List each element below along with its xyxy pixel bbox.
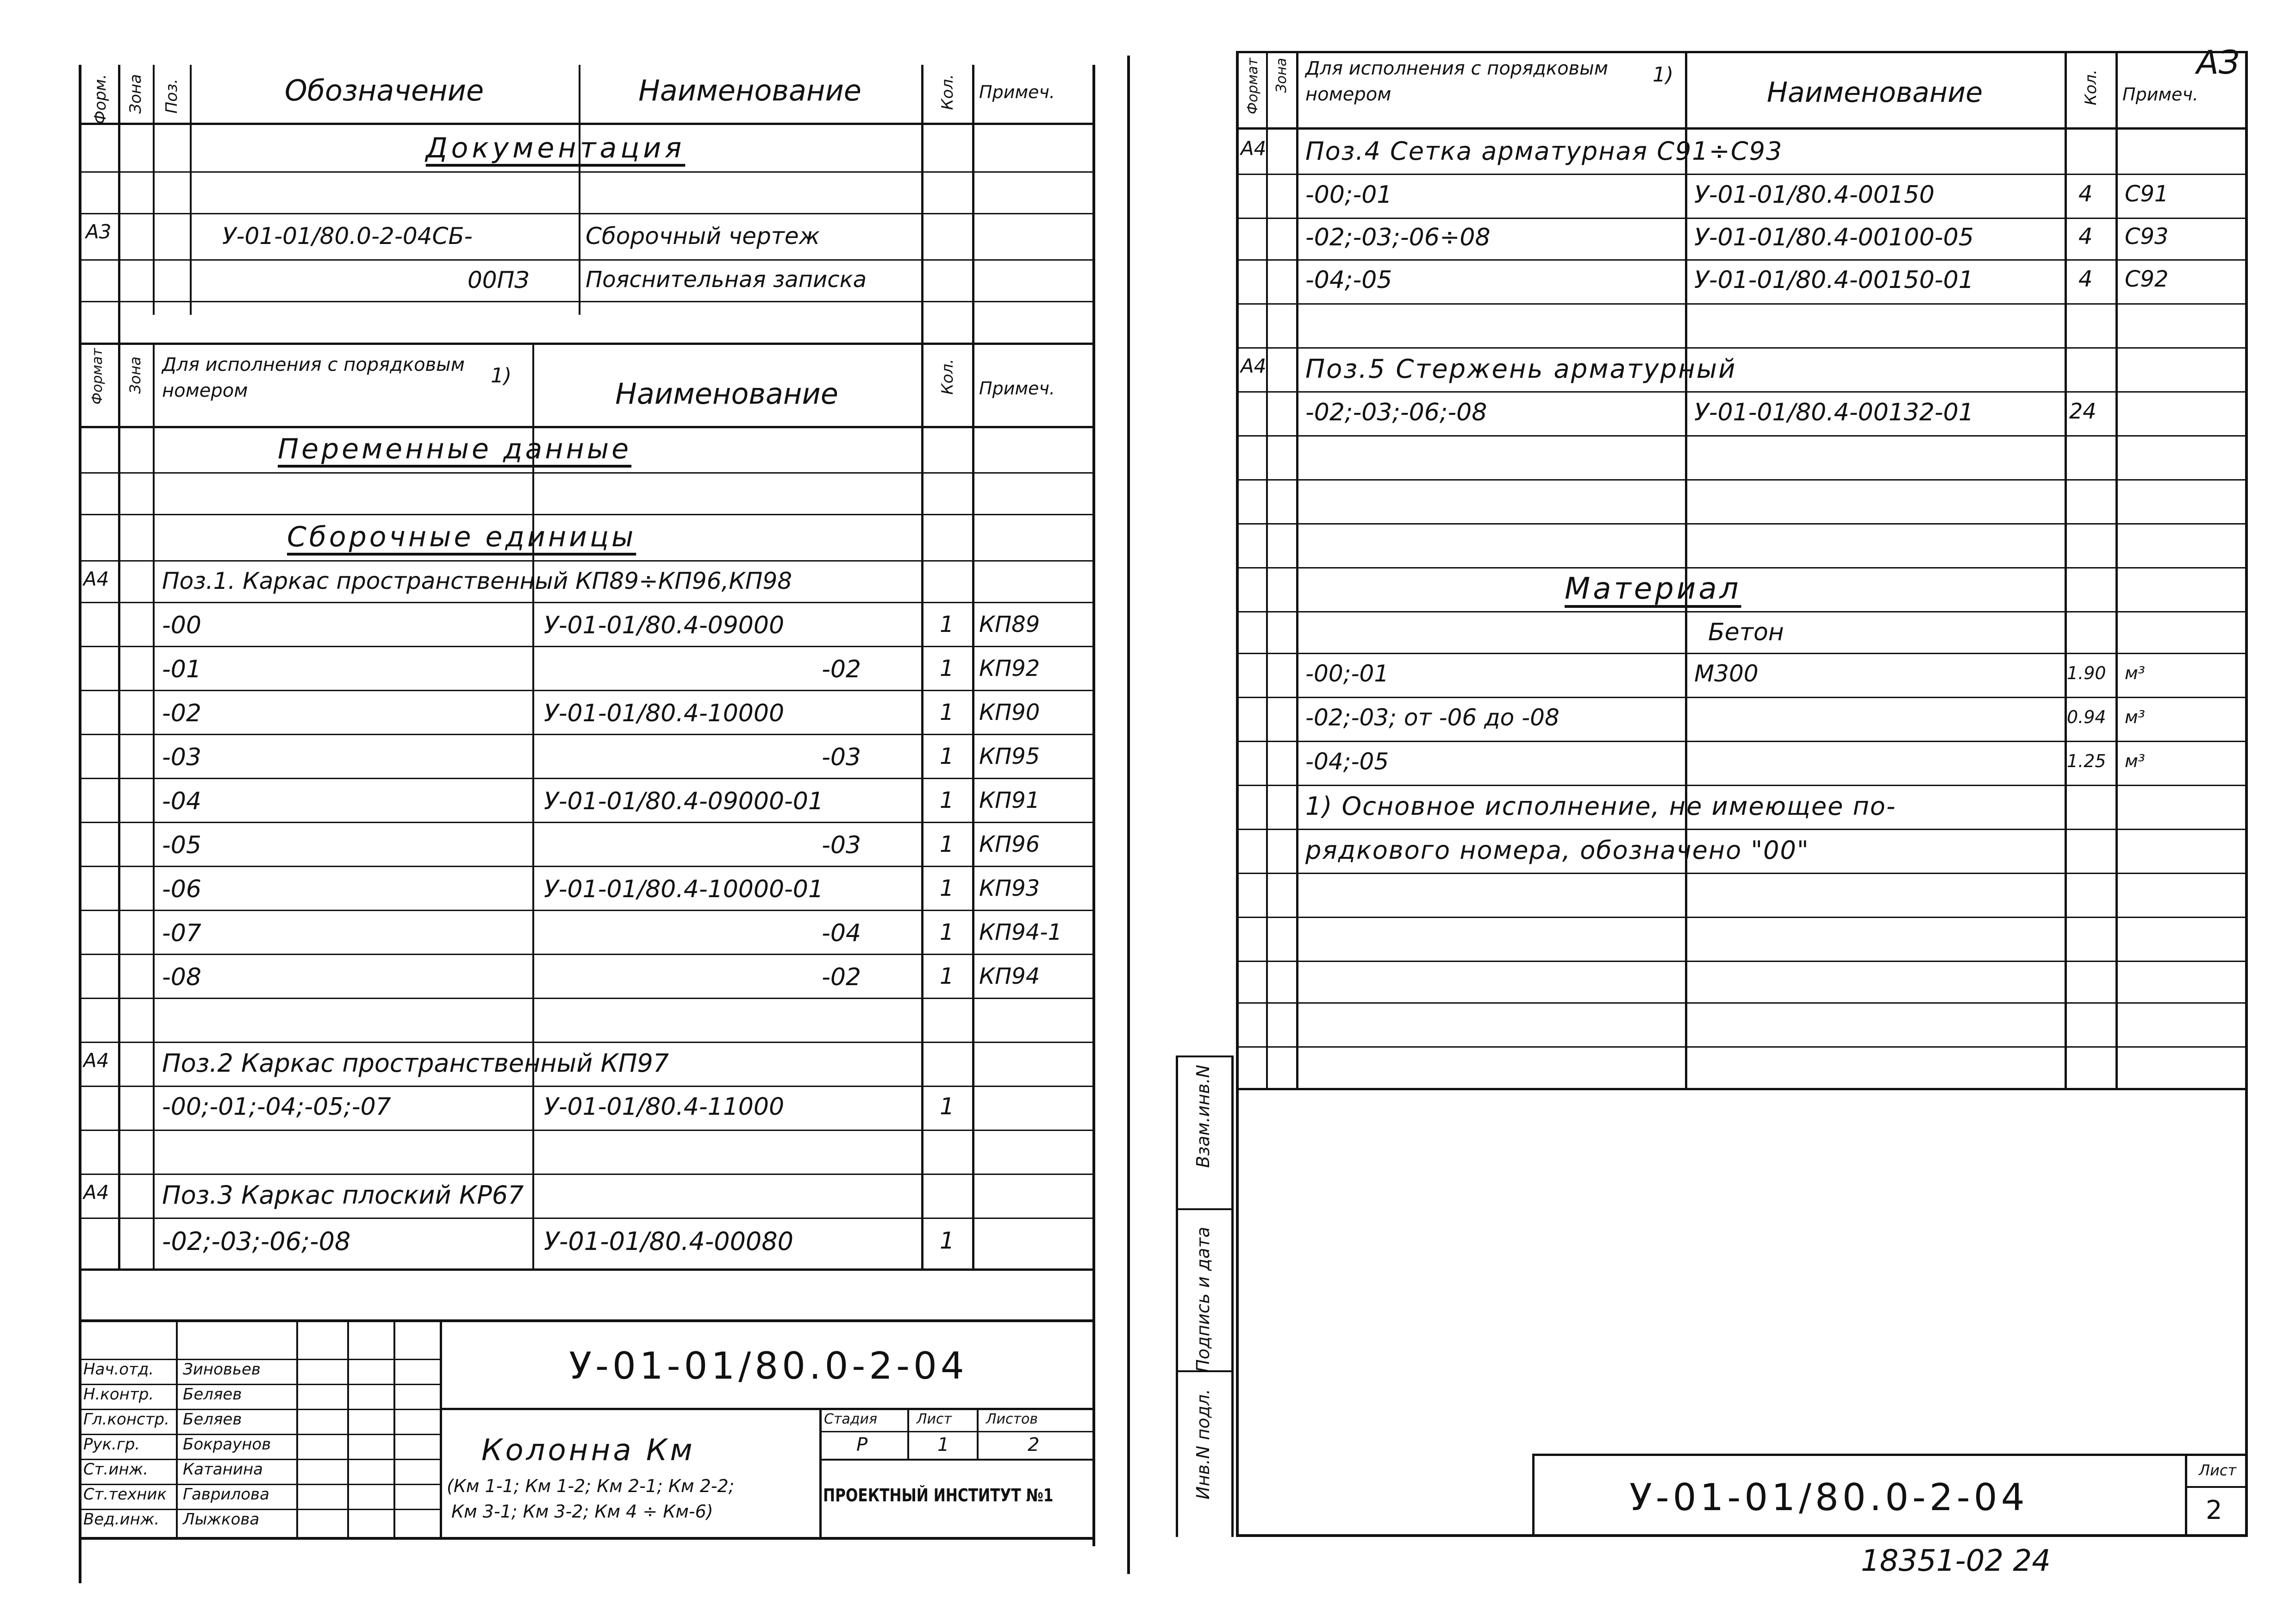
- pos3-qty: 1: [940, 1227, 955, 1254]
- side-label-inv: Инв.N подл.: [1193, 1389, 1213, 1499]
- row-exec: -05: [162, 831, 201, 859]
- row-exec: -03: [162, 743, 201, 771]
- right-border-left: [1236, 51, 1239, 1537]
- row-line: [79, 910, 1095, 911]
- row-qty: 1: [940, 612, 954, 637]
- row-line: [79, 123, 1095, 125]
- col-line: [2115, 51, 2118, 1088]
- doc-designation-pz: 00ПЗ: [468, 267, 530, 294]
- row-line: [79, 998, 1095, 999]
- row-line: [1236, 303, 2248, 305]
- row-exec: -02;-03;-06÷08: [1305, 224, 1491, 251]
- row-line: [1236, 479, 2248, 481]
- row-designation: У-01-01/80.4-09000-01: [544, 787, 824, 815]
- pos5-format: А4: [1241, 355, 1267, 377]
- row-line: [79, 472, 1095, 474]
- row-note: КП96: [979, 831, 1040, 857]
- doc-designation: У-01-01/80.0-2-04СБ-: [222, 223, 473, 250]
- r-hdr-name: Наименование: [1766, 76, 1983, 109]
- tb-line: [347, 1322, 349, 1540]
- row-line: [79, 778, 1095, 779]
- row-exec: -01: [162, 656, 201, 683]
- right-sheet-no: 2: [2206, 1495, 2222, 1525]
- right-side-strip-top: [1176, 1056, 1234, 1057]
- tb-code: У-01-01/80.0-2-04: [569, 1344, 968, 1387]
- tb-role: Н.контр.: [83, 1385, 154, 1404]
- tb-org: ПРОЕКТНЫЙ ИНСТИТУТ №1: [823, 1485, 1054, 1505]
- concrete-label: Бетон: [1708, 618, 1784, 646]
- row-line: [1236, 917, 2248, 918]
- col-line: [153, 65, 155, 315]
- doc-name-note: Пояснительная записка: [586, 267, 867, 293]
- pos5-designation: У-01-01/80.4-00132-01: [1694, 399, 1974, 426]
- row-exec: -00: [162, 612, 201, 639]
- col-line: [118, 65, 120, 1268]
- tb-name: Гаврилова: [183, 1485, 269, 1504]
- row-note: КП92: [979, 656, 1040, 681]
- bottom-number: 18351-02 24: [1861, 1544, 2051, 1578]
- tb-line: [907, 1408, 909, 1459]
- row-note: КП94-1: [979, 919, 1062, 945]
- row-line: [79, 822, 1095, 823]
- r-hdr-for-exec: Для исполнения с порядковым номером: [1305, 58, 1608, 105]
- hdr-note: Примеч.: [979, 82, 1055, 102]
- doc-name-assembly: Сборочный чертеж: [586, 223, 820, 250]
- row-exec: -04: [162, 787, 201, 815]
- tb-role: Ст.техник: [83, 1485, 167, 1504]
- row-designation: У-01-01/80.4-10000: [544, 700, 785, 727]
- pos2-title: Поз.2 Каркас пространственный КП97: [162, 1049, 669, 1078]
- tb-name: Бокраунов: [183, 1435, 271, 1454]
- right-sheet: [1148, 0, 2296, 1624]
- hdr-designation: Обозначение: [284, 74, 484, 107]
- right-title-box-top: [1532, 1454, 2248, 1456]
- r-hdr-note: Примеч.: [2122, 84, 2198, 105]
- row-line: [79, 213, 1095, 214]
- row-line: [79, 343, 1095, 345]
- row-qty: 1: [940, 875, 954, 901]
- pos3-designation: У-01-01/80.4-00080: [544, 1227, 793, 1256]
- row-designation: -02: [822, 963, 861, 991]
- r-hdr-corner: АЗ: [2196, 44, 2240, 81]
- row-line: [1236, 741, 2248, 742]
- row-line: [1236, 218, 2248, 219]
- tb-role: Рук.гр.: [83, 1435, 140, 1454]
- hdr-name: Наименование: [638, 74, 861, 107]
- pos5-qty: 24: [2069, 399, 2096, 424]
- row-qty: 1: [940, 656, 954, 681]
- pos2-designation: У-01-01/80.4-11000: [544, 1093, 785, 1121]
- right-side-strip-div1: [1176, 1208, 1234, 1210]
- row-note: КП93: [979, 875, 1040, 901]
- row-line: [1236, 51, 2248, 53]
- footnote-line1: 1) Основное исполнение, не имеющее по-: [1305, 792, 1897, 821]
- row-designation: -04: [822, 919, 861, 947]
- tb-product: Колонна Км: [481, 1433, 695, 1468]
- row-line: [1236, 611, 2248, 612]
- row-note: КП89: [979, 612, 1040, 637]
- row-qty: 1: [940, 700, 954, 725]
- materials-heading: Материал: [1565, 572, 1741, 606]
- pos3-title: Поз.3 Каркас плоский КР67: [162, 1181, 524, 1210]
- right-title-box-left: [1532, 1454, 1535, 1537]
- row-line: [79, 866, 1095, 867]
- row-line: [79, 602, 1095, 603]
- row-designation: -03: [822, 743, 861, 771]
- pos4-title: Поз.4 Сетка арматурная С91÷С93: [1305, 137, 1783, 166]
- row-designation: У-01-01/80.4-00150-01: [1694, 266, 1974, 294]
- row-line: [79, 734, 1095, 735]
- tb-line: [977, 1408, 979, 1459]
- row-qty: 4: [2078, 181, 2093, 207]
- row-line: [1236, 697, 2248, 698]
- tb-line: [79, 1322, 81, 1540]
- right-title-code: У-01-01/80.0-2-04: [1629, 1476, 2028, 1519]
- material-qty: 1.25: [2067, 751, 2106, 771]
- material-exec: -02;-03; от -06 до -08: [1305, 704, 1560, 731]
- row-note: КП91: [979, 787, 1040, 813]
- material-unit: м³: [2125, 751, 2145, 771]
- row-line: [79, 514, 1095, 515]
- col-line: [1266, 51, 1268, 1088]
- row-qty: 1: [940, 831, 954, 857]
- row-qty: 1: [940, 963, 954, 989]
- pos3-exec: -02;-03;-06;-08: [162, 1227, 351, 1256]
- row-note: С92: [2125, 266, 2169, 292]
- row-exec: -06: [162, 875, 201, 903]
- hdr2-note: Примеч.: [979, 378, 1055, 399]
- tb-name: Зиновьев: [183, 1360, 261, 1379]
- row-note: С91: [2125, 181, 2169, 207]
- hdr-pos: Поз.: [162, 79, 181, 114]
- row-line: [79, 1218, 1095, 1219]
- doc-format: А3: [86, 220, 112, 243]
- col-line: [579, 65, 580, 315]
- row-line: [79, 954, 1095, 955]
- pos1-format: А4: [83, 568, 109, 590]
- tb-role: Ст.инж.: [83, 1460, 149, 1479]
- row-designation: -02: [822, 656, 861, 683]
- col-line: [921, 65, 923, 1268]
- material-unit: м³: [2125, 707, 2145, 727]
- tb-sheet: 1: [937, 1434, 949, 1455]
- col-line: [2065, 51, 2067, 1088]
- col-line: [1296, 51, 1298, 1088]
- row-line: [1236, 391, 2248, 393]
- pos5-exec: -02;-03;-06;-08: [1305, 399, 1487, 426]
- tb-name: Катанина: [183, 1460, 263, 1479]
- row-qty: 1: [940, 919, 954, 945]
- tb-line: [393, 1322, 395, 1540]
- row-exec: -08: [162, 963, 201, 991]
- row-line: [79, 1042, 1095, 1043]
- right-sheet-box-mid: [2185, 1486, 2248, 1488]
- row-exec: -00;-01: [1305, 181, 1392, 209]
- row-qty: 1: [940, 743, 954, 769]
- row-exec: -04;-05: [1305, 266, 1392, 294]
- row-line: [1236, 961, 2248, 962]
- material-qty: 1.90: [2067, 663, 2106, 683]
- pos2-exec: -00;-01;-04;-05;-07: [162, 1093, 391, 1121]
- page-divider: [1127, 56, 1130, 1574]
- row-note: КП95: [979, 743, 1040, 769]
- row-line: [79, 646, 1095, 647]
- tb-name: Беляев: [183, 1410, 242, 1429]
- right-side-strip: [1176, 1056, 1178, 1537]
- row-line: [79, 1268, 1095, 1271]
- tb-line: [819, 1459, 1095, 1461]
- tb-line: [440, 1408, 1095, 1410]
- row-line: [1236, 785, 2248, 786]
- tb-sheets-label: Листов: [986, 1411, 1038, 1427]
- material-name: М300: [1694, 660, 1759, 687]
- row-qty: 1: [940, 787, 954, 813]
- row-line: [1236, 523, 2248, 525]
- footnote-line2: рядкового номера, обозначено "00": [1305, 836, 1809, 865]
- side-label-sign: Подпись и дата: [1193, 1227, 1213, 1373]
- material-unit: м³: [2125, 663, 2145, 683]
- col-line: [1685, 51, 1687, 1088]
- row-line: [79, 1174, 1095, 1175]
- tb-sheets: 2: [1028, 1434, 1040, 1455]
- r-hdr-qty: Кол.: [2082, 69, 2100, 106]
- tb-line: [176, 1322, 178, 1540]
- row-line: [1236, 127, 2248, 130]
- hdr-qty: Кол.: [938, 74, 957, 110]
- row-line: [1236, 174, 2248, 175]
- row-line: [79, 690, 1095, 691]
- material-qty: 0.94: [2067, 707, 2106, 727]
- material-exec: -04;-05: [1305, 748, 1389, 775]
- row-note: С93: [2125, 224, 2169, 250]
- tb-sheet-label: Лист: [917, 1411, 952, 1427]
- r-hdr-zone: Зона: [1273, 58, 1290, 93]
- row-line: [79, 560, 1095, 562]
- row-designation: У-01-01/80.4-10000-01: [544, 875, 824, 903]
- pos4-format: А4: [1241, 137, 1267, 160]
- row-line: [1236, 1088, 2248, 1090]
- row-exec: -02: [162, 700, 201, 727]
- row-line: [1236, 653, 2248, 654]
- hdr2-format: Формат: [89, 348, 106, 405]
- row-line: [1236, 567, 2248, 568]
- hdr-format: Форм.: [91, 74, 110, 125]
- right-border-bottom: [1236, 1534, 2248, 1537]
- right-border-right: [2245, 51, 2248, 1537]
- row-designation: У-01-01/80.4-00100-05: [1694, 224, 1974, 251]
- side-label-replace: Взам.инв.N: [1193, 1065, 1213, 1168]
- pos2-qty: 1: [940, 1093, 955, 1120]
- tb-role: Гл.констр.: [83, 1410, 169, 1429]
- pos3-format: А4: [83, 1181, 109, 1204]
- row-designation: У-01-01/80.4-00150: [1694, 181, 1935, 209]
- tb-name: Лыжкова: [183, 1510, 260, 1529]
- col-line: [190, 65, 192, 315]
- r-hdr-footnote-mark: 1): [1653, 63, 1674, 87]
- row-line: [79, 1086, 1095, 1087]
- hdr-zone: Зона: [126, 74, 145, 114]
- tb-product-sub2: Км 3-1; Км 3-2; Км 4 ÷ Км-6): [451, 1501, 713, 1522]
- row-line: [1236, 1002, 2248, 1004]
- right-inner-left: [1231, 1056, 1234, 1537]
- row-qty: 4: [2078, 224, 2093, 250]
- pos1-title: Поз.1. Каркас пространственный КП89÷КП96,КП98: [162, 568, 792, 594]
- row-note: КП90: [979, 700, 1040, 725]
- pos2-format: А4: [83, 1049, 109, 1072]
- right-sheet-box-left: [2185, 1454, 2187, 1537]
- row-line: [1236, 259, 2248, 261]
- assembly-units-heading: Сборочные единицы: [287, 521, 636, 553]
- tb-stage: Р: [856, 1434, 868, 1455]
- col-line: [972, 65, 974, 1268]
- row-note: КП94: [979, 963, 1040, 989]
- hdr2-footnote-mark: 1): [491, 364, 512, 387]
- tb-name: Беляев: [183, 1385, 242, 1404]
- tb-role: Нач.отд.: [83, 1360, 154, 1379]
- row-line: [1236, 873, 2248, 874]
- row-line: [1236, 1046, 2248, 1048]
- row-designation: У-01-01/80.4-09000: [544, 612, 785, 639]
- hdr2-zone: Зона: [126, 356, 144, 394]
- hdr2-for-exec: Для исполнения с порядковым номером: [162, 354, 465, 401]
- row-line: [1236, 435, 2248, 437]
- tb-line: [296, 1322, 298, 1540]
- row-line: [79, 1130, 1095, 1131]
- tb-line: [819, 1431, 1095, 1432]
- tb-role: Вед.инж.: [83, 1510, 160, 1529]
- tb-line: [440, 1322, 442, 1540]
- row-exec: -07: [162, 919, 201, 947]
- material-exec: -00;-01: [1305, 660, 1389, 687]
- row-line: [1236, 347, 2248, 349]
- row-designation: -03: [822, 831, 861, 859]
- hdr2-name: Наименование: [615, 377, 838, 411]
- tb-line: [819, 1408, 822, 1540]
- variable-data-heading: Переменные данные: [278, 433, 632, 465]
- pos5-title: Поз.5 Стержень арматурный: [1305, 354, 1737, 384]
- doc-section: Документация: [425, 132, 686, 164]
- row-qty: 4: [2078, 266, 2093, 292]
- row-line: [1236, 829, 2248, 830]
- row-line: [79, 426, 1095, 428]
- right-sheet-label: Лист: [2199, 1462, 2237, 1479]
- hdr2-qty: Кол.: [938, 359, 957, 395]
- row-line: [79, 171, 1095, 173]
- tb-product-sub1: (Км 1-1; Км 1-2; Км 2-1; Км 2-2;: [447, 1476, 735, 1496]
- row-line: [79, 301, 1095, 302]
- title-block: [79, 1319, 1095, 1540]
- tb-stage-label: Стадия: [824, 1411, 878, 1427]
- row-line: [79, 259, 1095, 261]
- r-hdr-format: Формат: [1245, 58, 1261, 114]
